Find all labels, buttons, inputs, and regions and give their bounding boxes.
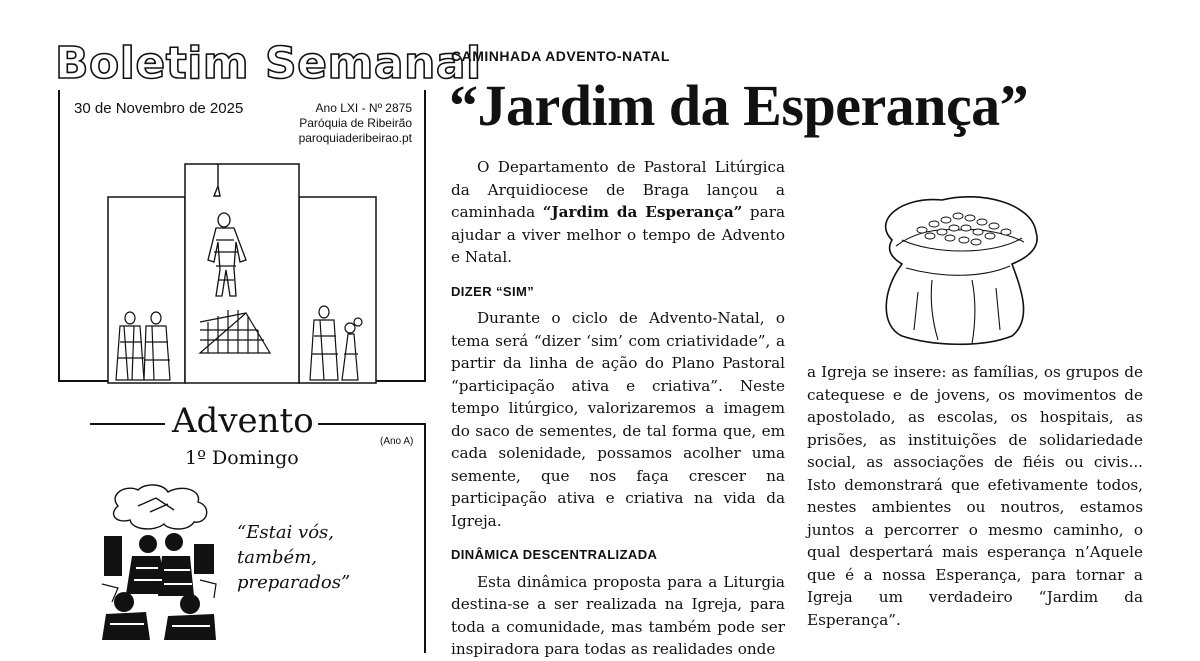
intro-text: O Departamento de Pastoral Litúrgica da Arquidiocese de Braga lançou a caminhada: [451, 158, 785, 221]
article-headline: “Jardim da Esperança”: [449, 73, 1029, 138]
divider-right: [318, 423, 426, 425]
advent-woodcut-illustration: [98, 484, 222, 640]
section-heading: DINÂMICA DESCENTRALIZADA: [451, 547, 658, 562]
bulletin-title: Boletim Semanal: [55, 38, 482, 89]
liturgical-season: Advento: [172, 401, 314, 441]
issue-info: [299, 101, 412, 146]
issue-date: 30 de Novembro de 2025: [74, 100, 244, 117]
intro-bold-title: “Jardim da Esperança”: [542, 203, 743, 221]
article-intro: [451, 156, 785, 269]
section-paragraph: Esta dinâmica proposta para a Liturgia destina-se a ser realizada na Igreja, para toda a comunidade, mas também pode ser inspiradora para todas as realidades onde: [451, 572, 785, 658]
quote-line: também,: [237, 547, 317, 568]
quote-line: preparados”: [237, 572, 351, 593]
quote-line: “Estai vós,: [237, 522, 334, 543]
church-illustration: [58, 150, 426, 384]
divider-left: [90, 423, 165, 425]
section-heading: DIZER “SIM”: [451, 283, 535, 299]
gospel-quote: [237, 520, 350, 595]
article-continuation: a Igreja se insere: as famílias, os grupos de catequese e de jovens, os movimentos de apostolado, as escolas, os hospitais, as prisões, as instituições de solidariedade social, as associações de fiéis ou civis... Isto demonstrará que efetivamente todos, nestes ambientes ou noutros, estamos juntos a percorrer o mesmo caminho, o qual despertará mais esperança n’Aquele que é a nossa Esperança, para tornar a Igreja um verdadeiro “Jardim da Esperança”.: [807, 363, 1143, 629]
article-column-2: [807, 361, 1143, 631]
article-column-1: [451, 156, 785, 661]
intro-text: para ajudar a viver melhor o tempo de Advento e Natal.: [451, 203, 786, 266]
issue-number: Ano LXI - Nº 2875: [315, 101, 412, 115]
parish-name: Paróquia de Ribeirão: [299, 116, 412, 130]
seed-sack-illustration: [872, 180, 1044, 350]
parish-website: paroquiaderibeirao.pt: [298, 131, 412, 145]
article-kicker: CAMINHADA ADVENTO-NATAL: [451, 48, 670, 64]
liturgical-year: (Ano A): [380, 436, 414, 447]
sunday-label: 1º Domingo: [185, 447, 299, 469]
section-paragraph: Durante o ciclo de Advento-Natal, o tema será “dizer ‘sim’ com criatividade”, a partir da linha de ação do Plano Pastoral “participação ativa e criativa”. Neste tempo litúrgico, valorizaremos a imagem do saco de sementes, de tal forma que, em cada solenidade, possamos acolher uma semente, que nos faça crescer na participação ativa e criativa na vida da Igreja.: [451, 309, 785, 530]
